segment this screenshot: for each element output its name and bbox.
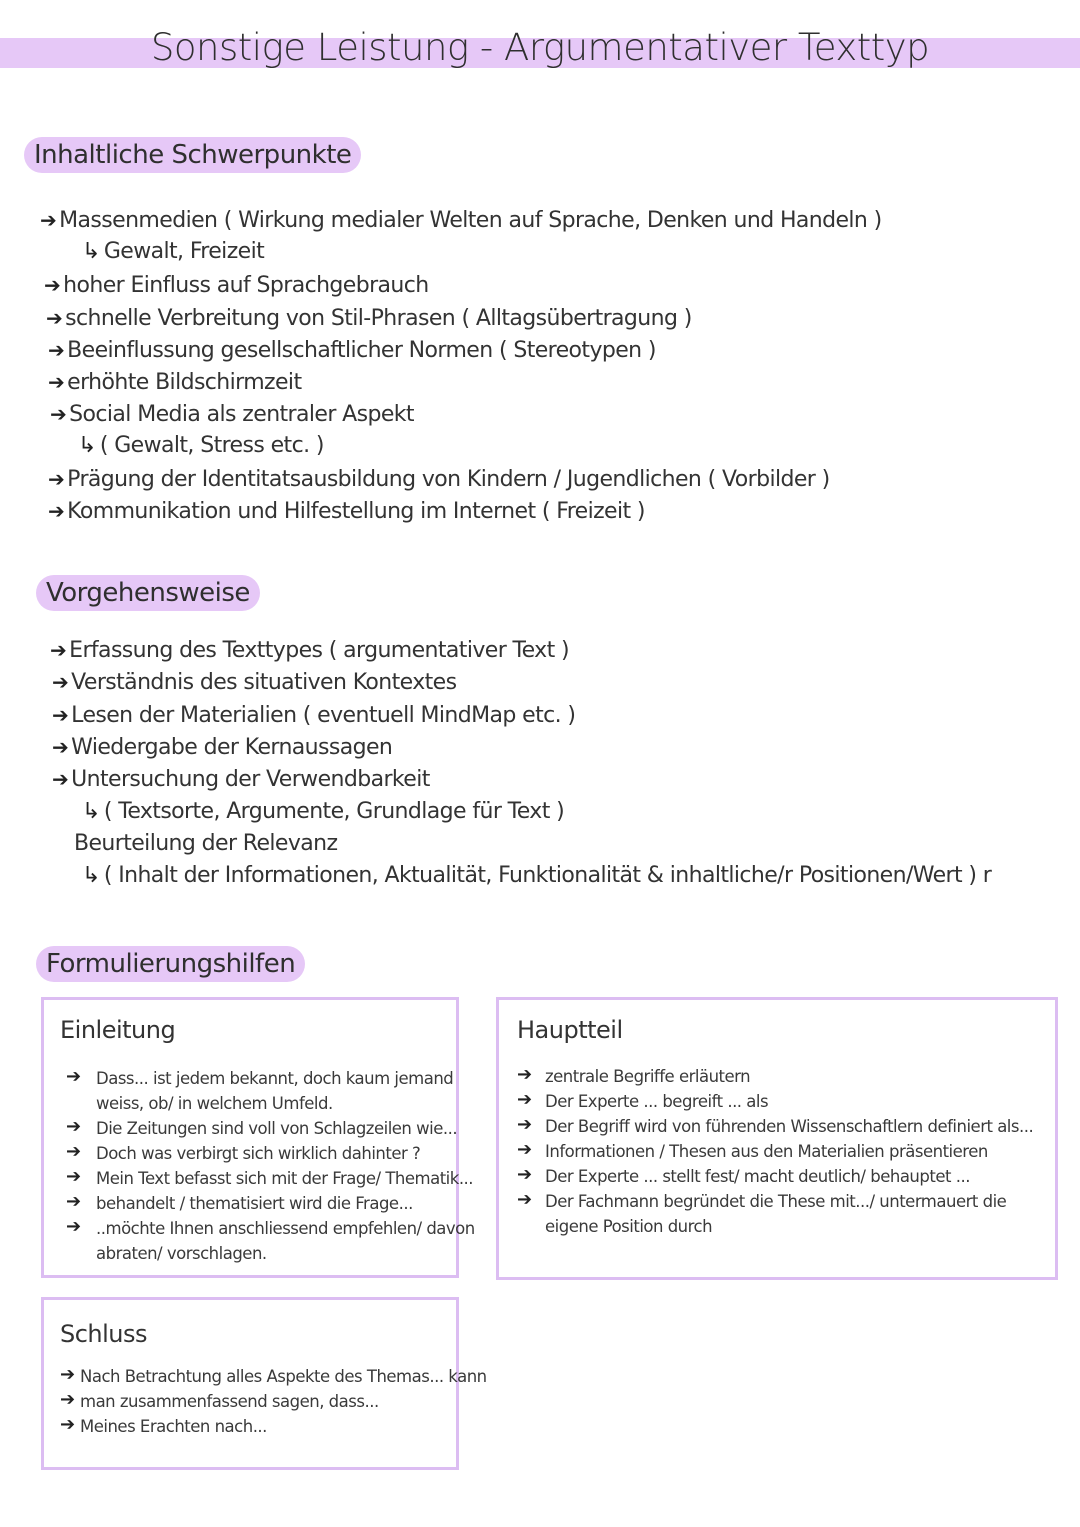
box-line: abraten/ vorschlagen. bbox=[96, 1244, 267, 1263]
list-item: ➔ Wiedergabe der Kernaussagen bbox=[52, 731, 392, 764]
sub-arrow-icon: ↳ bbox=[82, 239, 100, 264]
list-subitem: ↳ ( Gewalt, Stress etc. ) bbox=[78, 430, 324, 462]
list-item: ➔ Beeinflussung gesellschaftlicher Normen ( Stereotypen ) bbox=[48, 334, 656, 367]
arrow-icon: ➔ bbox=[517, 1114, 533, 1135]
box-line: Nach Betrachtung alles Aspekte des Themas... kann bbox=[80, 1367, 487, 1386]
box-line: Meines Erachten nach... bbox=[80, 1417, 267, 1436]
box-line: Informationen / Thesen aus den Materialien präsentieren bbox=[545, 1142, 988, 1161]
arrow-icon: ➔ bbox=[60, 1364, 76, 1385]
list-item: ➔ Prägung der Identitatsausbildung von Kindern / Jugendlichen ( Vorbilder ) bbox=[48, 463, 830, 496]
list-item: ➔ Lesen der Materialien ( eventuell MindMap etc. ) bbox=[52, 699, 575, 732]
box-line: Doch was verbirgt sich wirklich dahinter ? bbox=[96, 1144, 421, 1163]
arrow-icon: ➔ bbox=[66, 1116, 82, 1137]
list-subitem: ↳ ( Textsorte, Argumente, Grundlage für Text ) bbox=[82, 796, 564, 828]
arrow-icon: ➔ bbox=[50, 402, 67, 426]
sub-arrow-icon: ↳ bbox=[82, 799, 100, 824]
arrow-icon: ➔ bbox=[66, 1066, 82, 1087]
schluss-title: Schluss bbox=[60, 1320, 148, 1348]
arrow-icon: ➔ bbox=[52, 735, 69, 759]
box-line: weiss, ob/ in welchem Umfeld. bbox=[96, 1094, 333, 1113]
list-item: ➔ schnelle Verbreitung von Stil-Phrasen ( Alltagsübertragung ) bbox=[46, 302, 692, 335]
list-item: ➔ hoher Einfluss auf Sprachgebrauch bbox=[44, 269, 429, 302]
page-title: Sonstige Leistung - Argumentativer Texttyp bbox=[150, 26, 930, 69]
arrow-icon: ➔ bbox=[48, 499, 65, 523]
arrow-icon: ➔ bbox=[517, 1089, 533, 1110]
hauptteil-box bbox=[496, 997, 1058, 1280]
box-line: Der Experte ... begreift ... als bbox=[545, 1092, 769, 1111]
arrow-icon: ➔ bbox=[48, 338, 65, 362]
list-item: ➔ Massenmedien ( Wirkung medialer Welten auf Sprache, Denken und Handeln ) bbox=[40, 204, 882, 237]
list-item: ➔ Untersuchung der Verwendbarkeit bbox=[52, 763, 430, 796]
box-line: Mein Text befasst sich mit der Frage/ Thematik... bbox=[96, 1169, 474, 1188]
arrow-icon: ➔ bbox=[46, 306, 63, 330]
list-subitem: ↳ ( Inhalt der Informationen, Aktualität, Funktionalität & inhaltliche/r Positionen/Wert ) r bbox=[82, 860, 991, 892]
arrow-icon: ➔ bbox=[60, 1414, 76, 1435]
arrow-icon: ➔ bbox=[52, 767, 69, 791]
box-line: Die Zeitungen sind voll von Schlagzeilen wie... bbox=[96, 1119, 458, 1138]
box-line: behandelt / thematisiert wird die Frage... bbox=[96, 1194, 413, 1213]
einleitung-title: Einleitung bbox=[60, 1016, 176, 1044]
box-line: man zusammenfassend sagen, dass... bbox=[80, 1392, 379, 1411]
section-heading-formulierungshilfen: Formulierungshilfen bbox=[36, 946, 305, 982]
arrow-icon: ➔ bbox=[52, 670, 69, 694]
list-item: ➔ Verständnis des situativen Kontextes bbox=[52, 666, 456, 699]
arrow-icon: ➔ bbox=[66, 1191, 82, 1212]
list-item: ➔ Erfassung des Texttypes ( argumentativer Text ) bbox=[50, 634, 569, 667]
schluss-box bbox=[41, 1297, 487, 1470]
section-heading-vorgehensweise: Vorgehensweise bbox=[36, 575, 260, 611]
arrow-icon: ➔ bbox=[66, 1216, 82, 1237]
arrow-icon: ➔ bbox=[44, 273, 61, 297]
box-line: zentrale Begriffe erläutern bbox=[545, 1067, 751, 1086]
arrow-icon: ➔ bbox=[517, 1139, 533, 1160]
box-line: ..möchte Ihnen anschliessend empfehlen/ davon bbox=[96, 1219, 475, 1238]
sub-arrow-icon: ↳ bbox=[78, 433, 96, 458]
list-item: ➔ Kommunikation und Hilfestellung im Internet ( Freizeit ) bbox=[48, 495, 645, 528]
arrow-icon: ➔ bbox=[50, 638, 67, 662]
arrow-icon: ➔ bbox=[52, 703, 69, 727]
list-item: Beurteilung der Relevanz bbox=[74, 831, 338, 856]
list-subitem: ↳ Gewalt, Freizeit bbox=[82, 236, 264, 268]
list-item: ➔ erhöhte Bildschirmzeit bbox=[48, 366, 301, 399]
arrow-icon: ➔ bbox=[66, 1141, 82, 1162]
arrow-icon: ➔ bbox=[517, 1064, 533, 1085]
hauptteil-title: Hauptteil bbox=[517, 1016, 623, 1044]
arrow-icon: ➔ bbox=[517, 1189, 533, 1210]
box-line: eigene Position durch bbox=[545, 1217, 713, 1236]
einleitung-box bbox=[41, 997, 475, 1278]
box-line: Der Begriff wird von führenden Wissenschaftlern definiert als... bbox=[545, 1117, 1034, 1136]
box-line: Dass... ist jedem bekannt, doch kaum jemand bbox=[96, 1069, 454, 1088]
arrow-icon: ➔ bbox=[60, 1389, 76, 1410]
list-item: ➔ Social Media als zentraler Aspekt bbox=[50, 398, 414, 431]
arrow-icon: ➔ bbox=[48, 467, 65, 491]
arrow-icon: ➔ bbox=[517, 1164, 533, 1185]
box-line: Der Fachmann begründet die These mit.../ untermauert die bbox=[545, 1192, 1007, 1211]
arrow-icon: ➔ bbox=[66, 1166, 82, 1187]
sub-arrow-icon: ↳ bbox=[82, 863, 100, 888]
box-line: Der Experte ... stellt fest/ macht deutlich/ behauptet ... bbox=[545, 1167, 970, 1186]
section-heading-schwerpunkte: Inhaltliche Schwerpunkte bbox=[24, 137, 361, 173]
arrow-icon: ➔ bbox=[48, 370, 65, 394]
arrow-icon: ➔ bbox=[40, 208, 57, 232]
